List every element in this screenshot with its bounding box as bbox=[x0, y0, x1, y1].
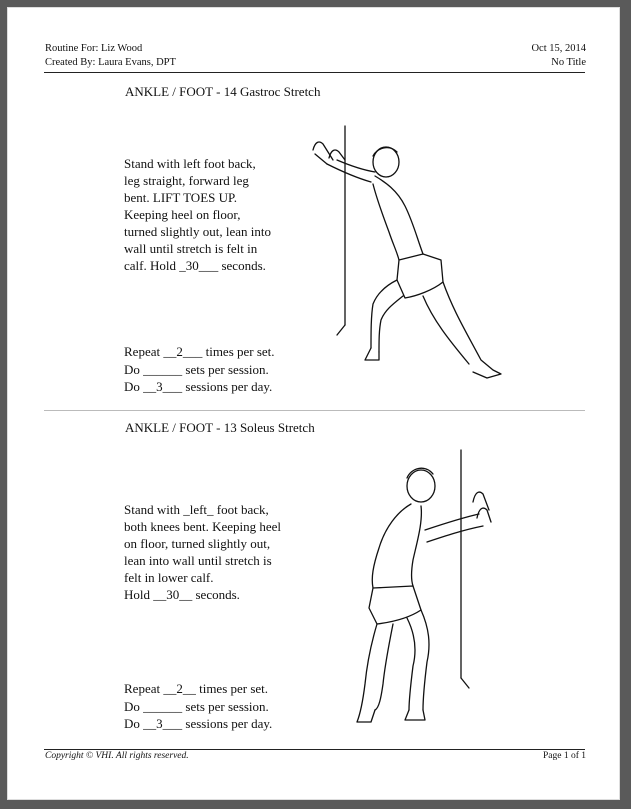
document-page bbox=[8, 8, 619, 799]
description-line: bent. LIFT TOES UP. bbox=[124, 190, 238, 205]
description-line: wall until stretch is felt in bbox=[124, 241, 258, 256]
exercise-separator bbox=[44, 410, 585, 411]
description-line: felt in lower calf. bbox=[124, 570, 214, 585]
routine-title: No Title bbox=[551, 57, 586, 68]
description-line: both knees bent. Keeping heel bbox=[124, 519, 282, 534]
description-line: leg straight, forward leg bbox=[124, 173, 249, 188]
description-line: Keeping heel on floor, bbox=[124, 207, 241, 222]
description-line: Stand with left foot back, bbox=[124, 156, 256, 171]
description-line: lean into wall until stretch is bbox=[124, 553, 272, 568]
dosage-line: Do __3___ sessions per day. bbox=[124, 716, 273, 731]
header-left bbox=[45, 42, 176, 70]
dosage-line: Repeat __2__ times per set. bbox=[124, 681, 269, 696]
description-line: turned slightly out, lean into bbox=[124, 224, 271, 239]
exercise-dosage bbox=[124, 680, 272, 733]
description-line: Stand with _left_ foot back, bbox=[124, 502, 269, 517]
figure-soleus-stretch-illustration bbox=[313, 448, 513, 733]
dosage-line: Do ______ sets per session. bbox=[124, 698, 269, 714]
exercise-dosage bbox=[124, 343, 275, 396]
exercise-description bbox=[124, 155, 319, 274]
dosage-line: Do ______ sets per session. bbox=[124, 361, 269, 377]
routine-for: Routine For: Liz Wood bbox=[45, 43, 143, 54]
description-line: calf. Hold _30___ seconds. bbox=[124, 258, 266, 273]
page-number: Page 1 of 1 bbox=[542, 751, 586, 761]
header-right bbox=[531, 42, 586, 70]
routine-date: Oct 15, 2014 bbox=[531, 43, 586, 54]
copyright-notice: Copyright © VHI. All rights reserved. bbox=[45, 751, 189, 761]
dosage-line: Do __3___ sessions per day. bbox=[124, 379, 273, 394]
description-line: on floor, turned slightly out, bbox=[124, 536, 271, 551]
description-line: Hold __30__ seconds. bbox=[124, 587, 240, 602]
dosage-line: Repeat __2___ times per set. bbox=[124, 344, 275, 359]
created-by: Created By: Laura Evans, DPT bbox=[45, 57, 176, 68]
header-rule bbox=[44, 72, 585, 73]
exercise-title: ANKLE / FOOT - 14 Gastroc Stretch bbox=[125, 84, 321, 99]
exercise-title: ANKLE / FOOT - 13 Soleus Stretch bbox=[125, 420, 315, 435]
footer-rule bbox=[44, 749, 585, 750]
exercise-description bbox=[124, 501, 319, 603]
figure-gastroc-stretch-illustration bbox=[293, 120, 518, 390]
